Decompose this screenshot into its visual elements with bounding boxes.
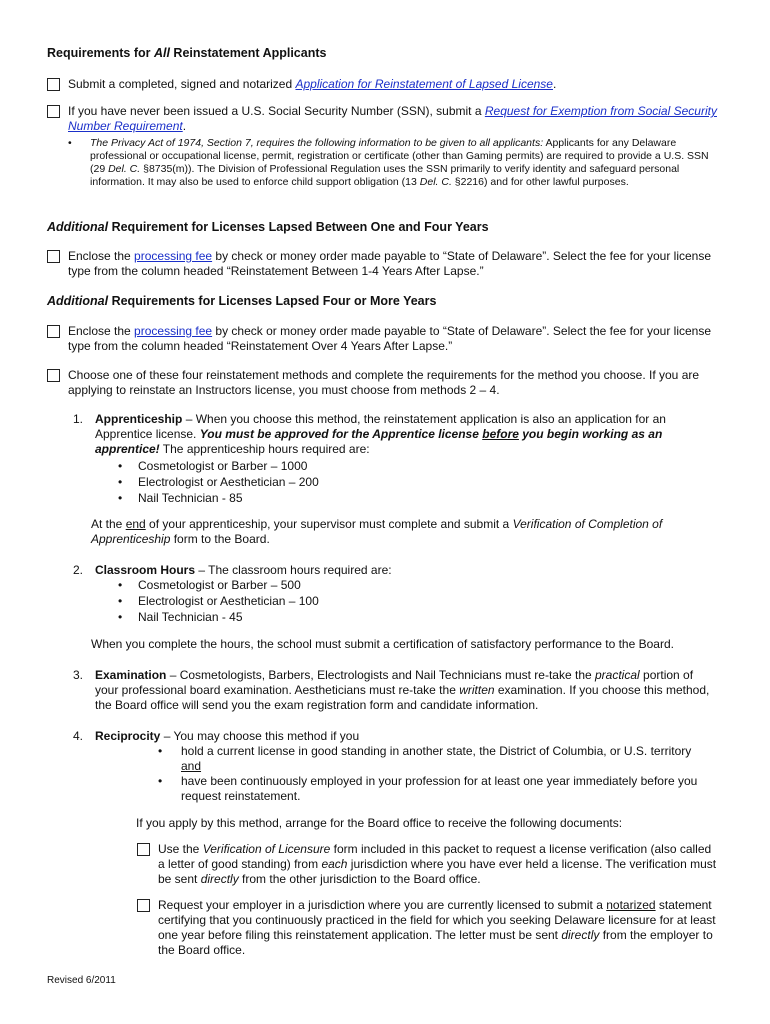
checklist-item-ssn: [47, 104, 737, 136]
method-number: 3.: [73, 668, 84, 682]
method-apprenticeship: [73, 412, 713, 460]
text-span: portion of your professional board examination. Aestheticians must re-take the: [95, 668, 694, 697]
checklist-item-fee-1-4: [47, 249, 719, 281]
text-span: Verification of Completion of Apprenticeship: [91, 517, 663, 546]
text-span: of your apprenticeship, your supervisor must complete and submit a: [145, 517, 513, 531]
checklist-item-choose-method: [47, 368, 719, 400]
heading-emphasis: Additional: [47, 294, 109, 308]
bullet-icon: •: [158, 774, 163, 788]
processing-fee-link[interactable]: processing fee: [134, 249, 213, 263]
text-span: and: [181, 759, 202, 773]
bullet-icon: •: [118, 594, 123, 608]
text-span: directly: [200, 872, 239, 886]
bullet-icon: •: [118, 491, 123, 505]
checkbox-icon[interactable]: [47, 105, 60, 118]
method-text: [95, 668, 718, 713]
reciprocity-condition-1: [158, 744, 728, 776]
bullet-icon: •: [158, 744, 163, 758]
condition-text: have been continuously employed in your profession for at least one year immediately before you request reinstatement.: [181, 774, 698, 803]
bullet-icon: •: [118, 610, 123, 624]
reciprocity-documents-intro: If you apply by this method, arrange for the Board office to receive the following documents:: [136, 816, 623, 830]
text-span: Electrologist or Aesthetician – 100: [138, 594, 319, 608]
text-span: – When you choose this method, the reinstatement application is also an application for an Apprentice license.: [95, 412, 666, 441]
text-span: The apprenticeship hours required are:: [159, 442, 370, 456]
text-span: – The classroom hours required are:: [195, 563, 392, 577]
text-span: Del. C.: [108, 163, 141, 175]
revision-footer: Revised 6/2011: [47, 975, 116, 986]
method-title: Reciprocity: [95, 729, 161, 743]
text-span: statement certifying that you continuously practiced in the field for which you seeking Delaware licensure for at least one year before filing this reinstatement application. The letter must be sent: [158, 898, 716, 942]
text-span: Enclose the: [68, 324, 135, 338]
text-span: Verification of Licensure: [202, 842, 331, 856]
checklist-text: [158, 842, 717, 887]
apprenticeship-hours-list: [118, 459, 518, 507]
text-span: form included in this packet to request a license verification (also called a letter of good standing) from: [158, 842, 712, 871]
heading-text: Requirements for Licenses Lapsed Four or More Years: [108, 294, 437, 308]
text-span: by check or money order made payable to “State of Delaware”. Select the fee for your license type from the column headed “Reinstatement Between 1-4 Years After Lapse.”: [68, 249, 712, 278]
text-span: jurisdiction where you have ever held a license. The verification must be sent: [158, 857, 717, 886]
text-span: If you have never been issued a U.S. Social Security Number (SSN), submit a: [68, 104, 485, 118]
method-classroom-hours: [73, 563, 713, 579]
checklist-item-application: [47, 77, 737, 93]
checklist-text: [68, 77, 737, 92]
text-span: Del. C.: [419, 176, 452, 188]
text-span: end: [125, 517, 146, 531]
bullet-icon: •: [118, 578, 123, 592]
bullet-icon: •: [118, 475, 123, 489]
text-span: Use the: [158, 842, 203, 856]
ssn-exemption-link[interactable]: Request for Exemption from Social Security Number Requirement: [68, 104, 717, 133]
method-number: 4.: [73, 729, 84, 743]
text-span: Applicants for any Delaware professional or occupational license, permit, registration or certificate (other than Gaming permits) are required to provide a U.S. SSN (29: [90, 137, 709, 175]
text-span: Enclose the: [68, 249, 135, 263]
list-item: [118, 491, 518, 507]
checklist-item-verification-of-licensure: [137, 842, 717, 890]
text-span: directly: [561, 928, 600, 942]
method-title: Classroom Hours: [95, 563, 196, 577]
checkbox-icon[interactable]: [47, 78, 60, 91]
bullet-icon: •: [118, 459, 123, 473]
text-span: notarized: [606, 898, 656, 912]
text-span: you begin working as an apprentice!: [95, 427, 663, 456]
list-item: [118, 610, 518, 626]
heading-emphasis: All: [153, 46, 170, 60]
heading-text: Reinstatement Applicants: [169, 46, 327, 60]
section-heading-all: [47, 46, 326, 61]
checkbox-icon[interactable]: [47, 369, 60, 382]
checkbox-icon[interactable]: [137, 843, 150, 856]
section-heading-one-to-four: [47, 220, 489, 235]
checklist-text: [68, 104, 737, 134]
text-span: from the other jurisdiction to the Board office.: [238, 872, 481, 886]
text-span: .: [552, 77, 557, 91]
method-number: 2.: [73, 563, 84, 577]
section-heading-four-plus: [47, 294, 436, 309]
text-span: written: [459, 683, 495, 697]
text-span: Nail Technician - 45: [138, 610, 243, 624]
classroom-completion-note: When you complete the hours, the school must submit a certification of satisfactory performance to the Board.: [91, 637, 674, 651]
text-span: At the: [91, 517, 126, 531]
heading-text: Requirement for Licenses Lapsed Between One and Four Years: [108, 220, 489, 234]
classroom-hours-list: [118, 578, 518, 626]
text-span: from the employer to the Board office.: [158, 928, 713, 957]
apprenticeship-completion-note: [91, 517, 711, 547]
method-title: Examination: [95, 668, 167, 682]
checkbox-icon[interactable]: [47, 325, 60, 338]
checklist-text: [68, 249, 719, 279]
text-span: Submit a completed, signed and notarized: [68, 77, 296, 91]
checklist-text: Choose one of these four reinstatement methods and complete the requirements for the method you choose. If you are applying to reinstate an Instructors license, you must choose from methods 2 – 4.: [68, 368, 700, 397]
method-examination: [73, 668, 718, 716]
text-span: You must be approved for the Apprentice license: [199, 427, 483, 441]
text-span: before: [482, 427, 519, 441]
text-span: §2216) and for other lawful purposes.: [451, 176, 629, 188]
method-text: [95, 729, 713, 744]
condition-text: [181, 744, 728, 774]
list-item: [118, 475, 518, 491]
text-span: Electrologist or Aesthetician – 200: [138, 475, 319, 489]
text-span: each: [321, 857, 348, 871]
text-span: .: [182, 119, 187, 133]
bullet-icon: •: [68, 137, 72, 149]
text-span: – Cosmetologists, Barbers, Electrologists and Nail Technicians must re-take the: [166, 668, 595, 682]
text-span: – You may choose this method if you: [160, 729, 360, 743]
text-span: hold a current license in good standing in another state, the District of Columbia, or U.S. territory: [181, 744, 692, 758]
text-span: examination. If you choose this method, the Board office will send you the exam registration form and candidate information.: [95, 683, 710, 712]
checklist-text: [158, 898, 717, 958]
text-span: Cosmetologist or Barber – 500: [138, 578, 301, 592]
text-span: practical: [595, 668, 640, 682]
privacy-act-notice: [68, 137, 718, 207]
processing-fee-link[interactable]: processing fee: [134, 324, 213, 338]
method-reciprocity: [73, 729, 713, 745]
heading-emphasis: Additional: [47, 220, 109, 234]
checklist-item-employer-statement: [137, 898, 717, 962]
text-span: form to the Board.: [170, 532, 270, 546]
list-item: [118, 459, 518, 475]
text-span: Request your employer in a jurisdiction where you are currently licensed to submit a: [158, 898, 607, 912]
checklist-item-fee-4-plus: [47, 324, 719, 356]
reciprocity-condition-2: [158, 774, 728, 806]
application-link[interactable]: Application for Reinstatement of Lapsed License: [295, 77, 553, 91]
list-item: [118, 594, 518, 610]
checkbox-icon[interactable]: [47, 250, 60, 263]
heading-text: Requirements for: [47, 46, 154, 60]
method-text: [95, 563, 713, 578]
method-text: [95, 412, 713, 457]
method-number: 1.: [73, 412, 84, 426]
text-span: Nail Technician - 85: [138, 491, 243, 505]
text-span: The Privacy Act of 1974, Section 7, requires the following information to be given to all applicants:: [90, 137, 544, 149]
checkbox-icon[interactable]: [137, 899, 150, 912]
text-span: Cosmetologist or Barber – 1000: [138, 459, 308, 473]
checklist-text: [68, 324, 719, 354]
list-item: [118, 578, 518, 594]
privacy-text: [90, 137, 718, 189]
text-span: §8735(m)). The Division of Professional Regulation uses the SSN primarily to verify identity and safeguard personal information. It may also be used to enforce child support obligation (13: [90, 163, 680, 188]
text-span: by check or money order made payable to “State of Delaware”. Select the fee for your license type from the column headed “Reinstatement Over 4 Years After Lapse.”: [68, 324, 712, 353]
method-title: Apprenticeship: [95, 412, 183, 426]
